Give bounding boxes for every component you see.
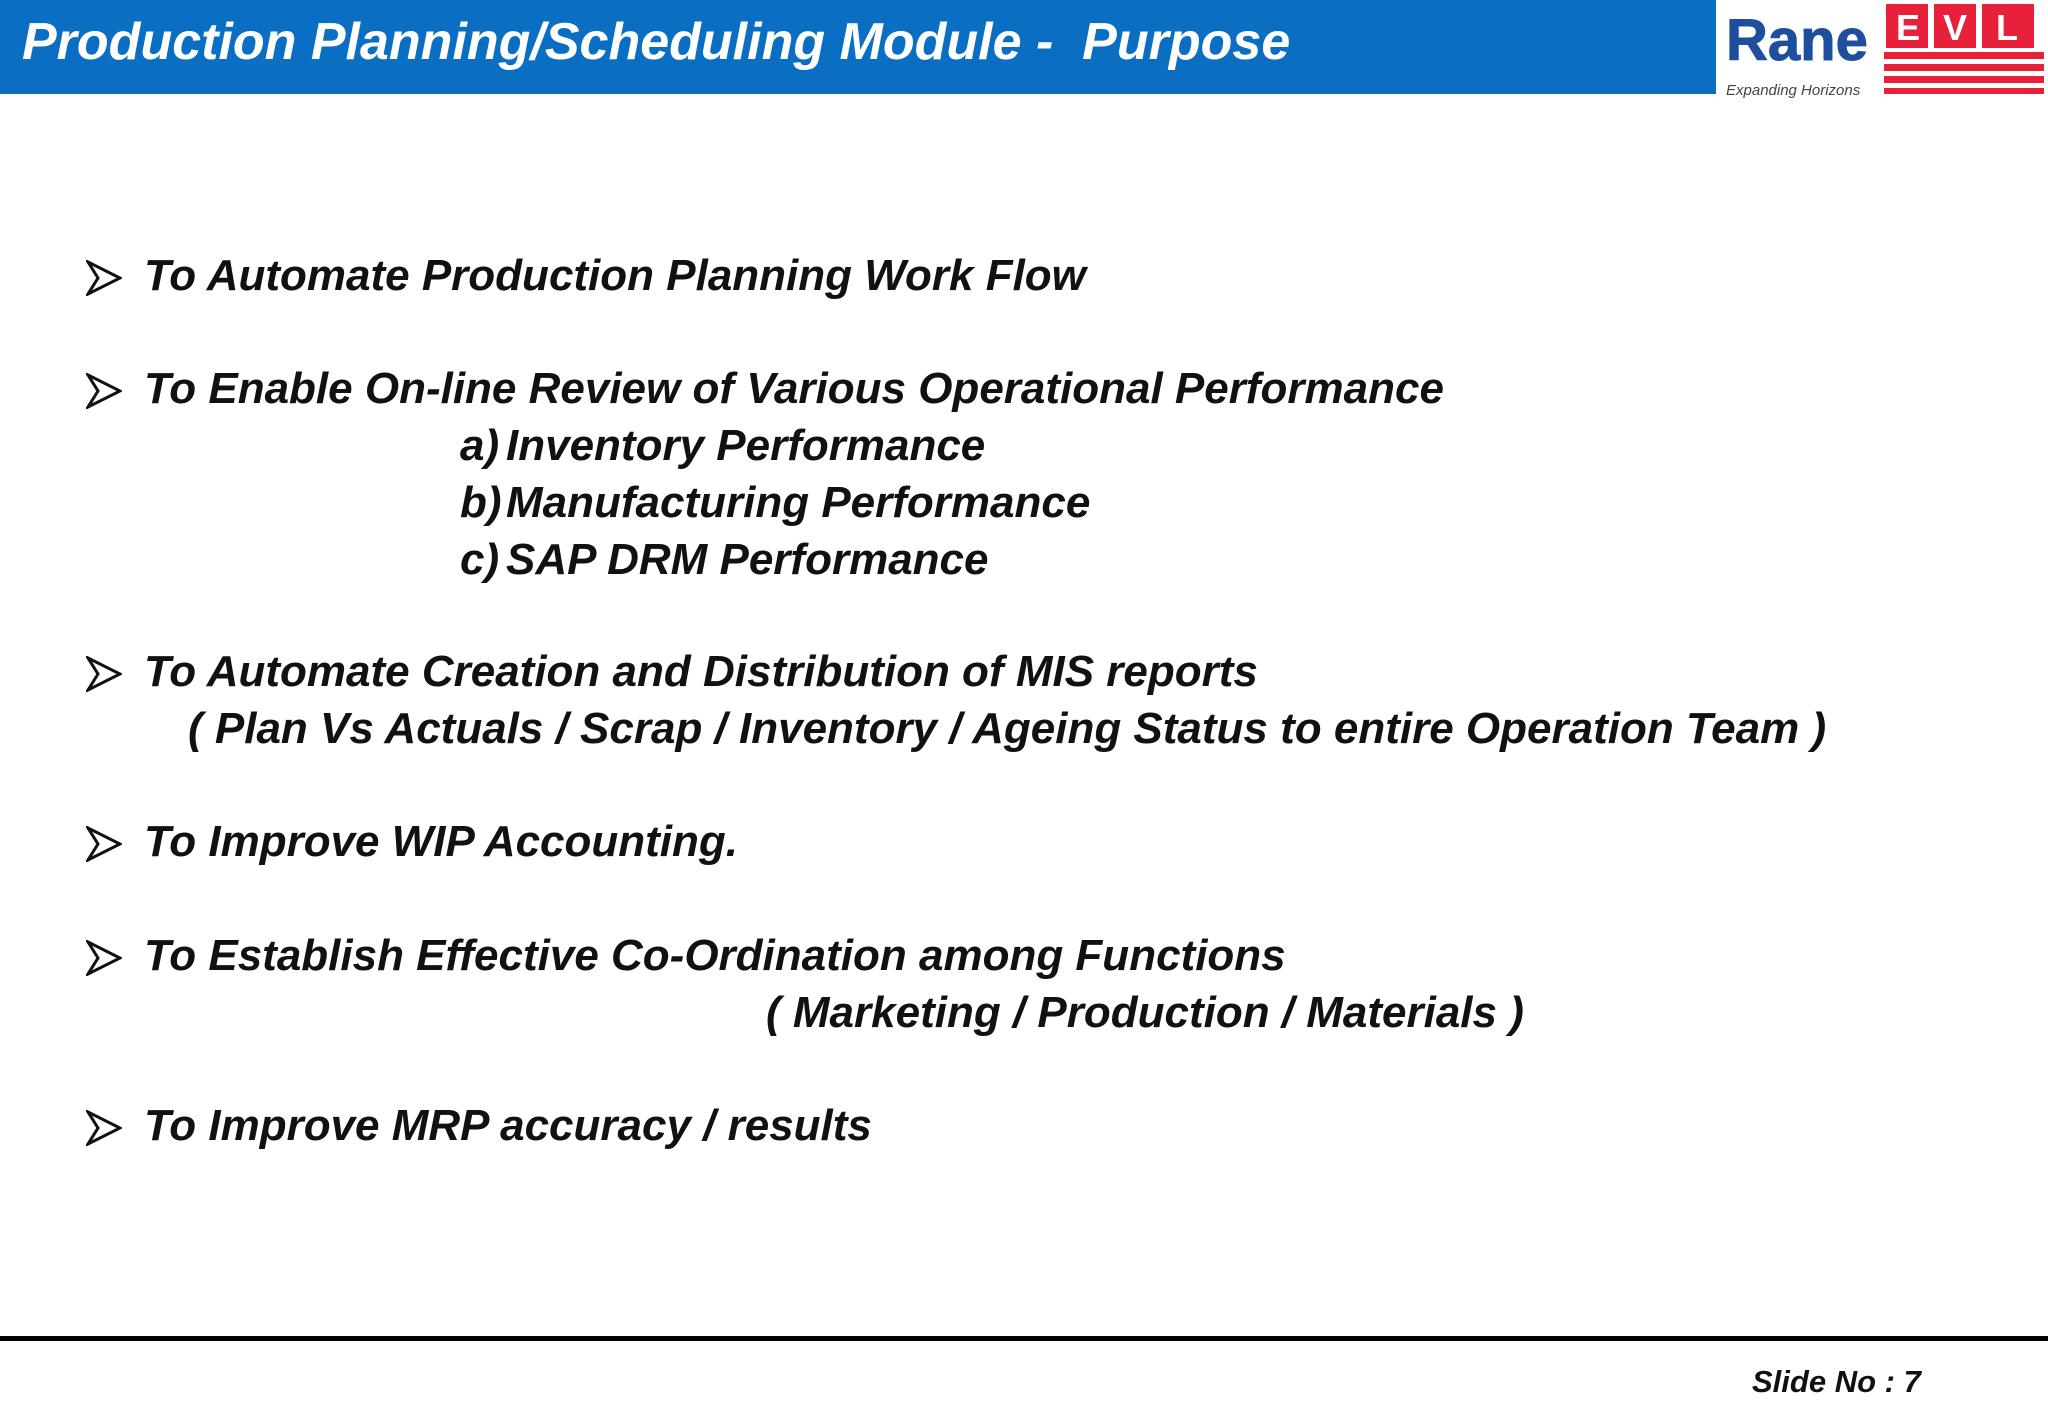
bullet-text: To Improve WIP Accounting. [144,817,738,866]
slide-number: Slide No : 7 [1752,1364,1921,1399]
arrow-bullet-icon [86,1110,122,1146]
sub-item-text: Manufacturing Performance [506,478,1091,527]
arrow-bullet-icon [86,260,122,296]
sub-item-marker: b) [460,478,502,527]
sub-item-marker: a) [460,421,500,470]
sub-item [460,478,1091,527]
bullet-text: To Automate Production Planning Work Flow [144,251,1086,300]
svg-text:Expanding Horizons: Expanding Horizons [1726,82,1861,99]
footer-divider [0,1336,2048,1341]
sub-item-marker: c) [460,535,500,584]
bullet-text: To Enable On-line Review of Various Operational Performance [144,364,1444,413]
sub-item [460,421,986,470]
svg-text:E: E [1896,7,1921,48]
slide-title: Production Planning/Scheduling Module - Purpose [22,13,1291,71]
arrow-bullet-icon [86,373,122,409]
arrow-bullet-icon [86,826,122,862]
arrow-bullet-icon [86,656,122,692]
svg-text:V: V [1943,7,1968,48]
bullet-note: ( Marketing / Production / Materials ) [766,988,1524,1037]
bullet-text: To Improve MRP accuracy / results [144,1101,872,1150]
bullet-text: To Establish Effective Co-Ordination among Functions [144,931,1286,980]
sub-item-text: Inventory Performance [506,421,986,470]
bullet-text: To Automate Creation and Distribution of MIS reports [144,647,1258,696]
svg-text:L: L [1996,7,2018,48]
bullet-note: ( Plan Vs Actuals / Scrap / Inventory / Ageing Status to entire Operation Team ) [188,704,1827,753]
sub-item-text: SAP DRM Performance [506,535,989,584]
sub-item [460,535,989,584]
svg-text:Rane: Rane [1726,8,1868,73]
arrow-bullet-icon [86,940,122,976]
